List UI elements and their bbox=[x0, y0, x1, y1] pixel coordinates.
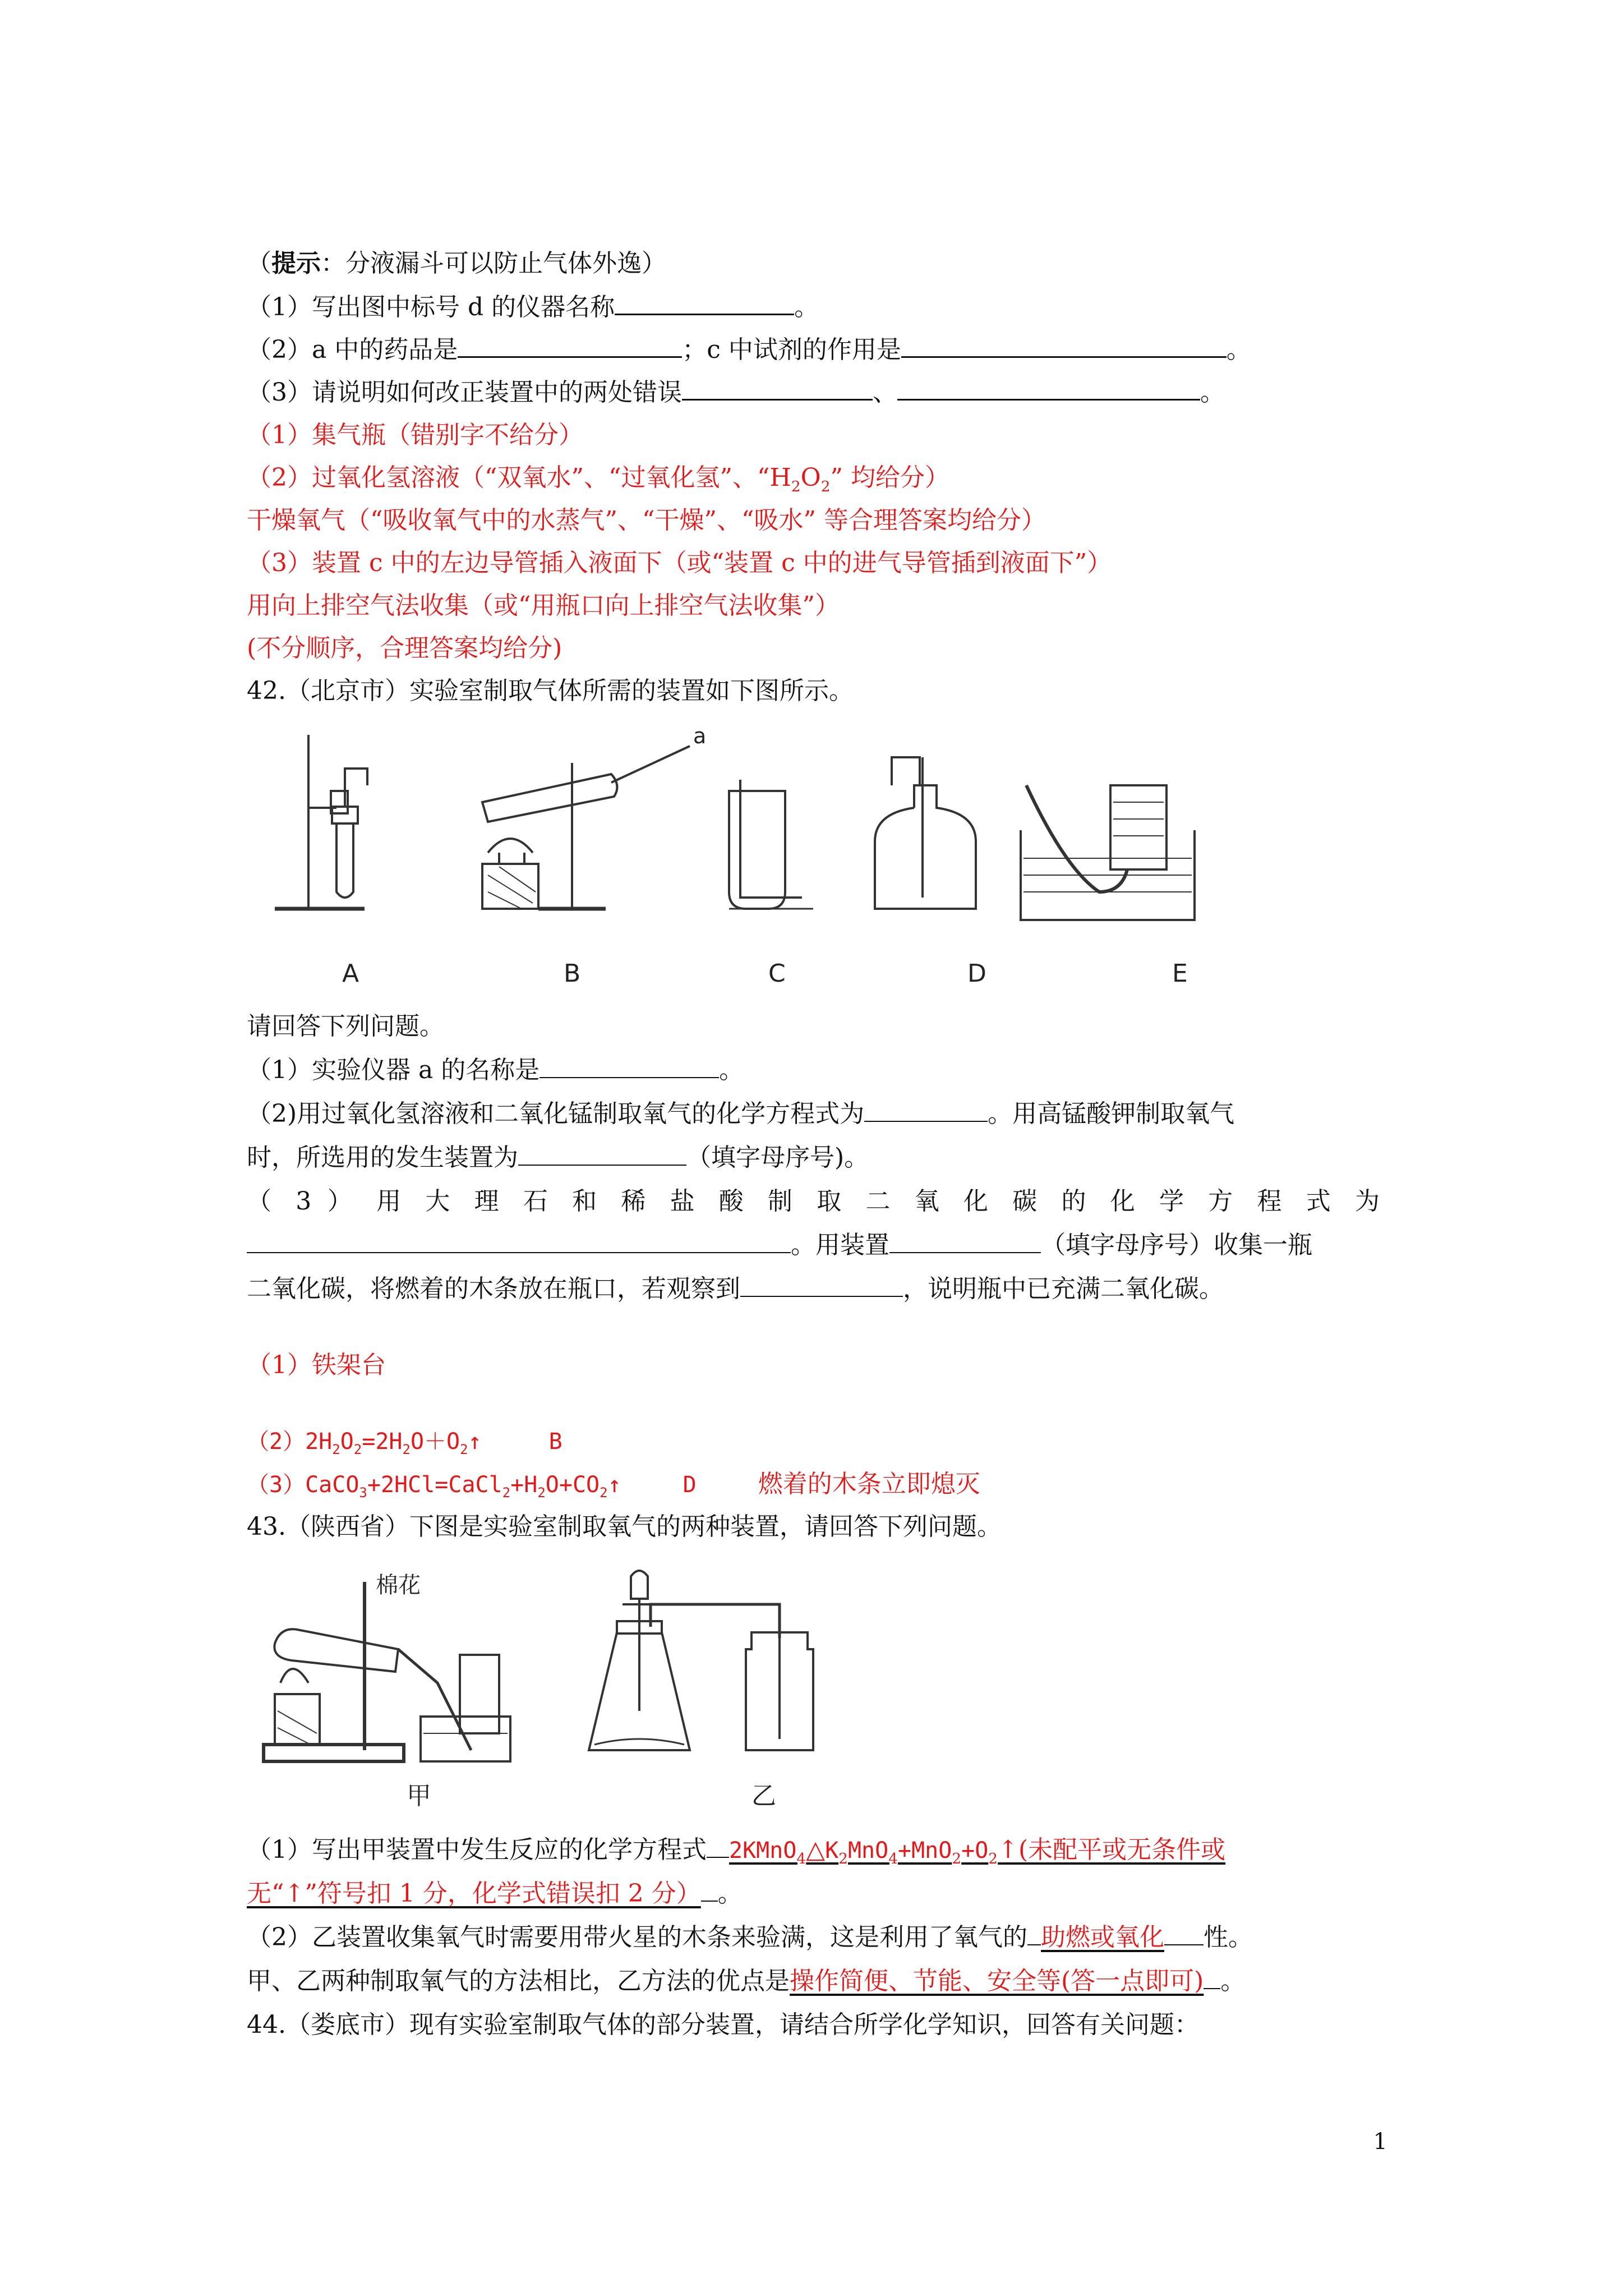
subscript: 2 bbox=[332, 1442, 340, 1457]
q43-answer-note: 无“↑”符号扣 1 分，化学式错误扣 2 分） bbox=[247, 1879, 701, 1908]
a42-answer-B: B bbox=[548, 1429, 562, 1455]
a41-line-2 bbox=[247, 461, 949, 504]
subscript: 2 bbox=[988, 1849, 998, 1867]
answer-blank bbox=[740, 1273, 903, 1297]
q43-l4-end: 。 bbox=[1220, 1967, 1246, 1995]
gas-bottle-C bbox=[729, 791, 785, 909]
alcohol-lamp bbox=[275, 1694, 320, 1745]
figure-label-B: B bbox=[564, 959, 581, 988]
q41-line-2 bbox=[247, 333, 1251, 367]
q43-apparatus-figure bbox=[258, 1565, 931, 1823]
answer-blank bbox=[458, 334, 682, 358]
apparatus-drawing bbox=[247, 724, 1256, 993]
q42-l3-text: 时，所选用的发生装置为 bbox=[247, 1143, 518, 1172]
lamp-neck bbox=[499, 853, 524, 864]
q41-l3-mid: 、 bbox=[873, 378, 897, 407]
a42-answer-observation: 燃着的木条立即熄灭 bbox=[758, 1470, 980, 1498]
separatory-funnel bbox=[631, 1571, 648, 1599]
q41-l1-end: 。 bbox=[794, 293, 819, 321]
figure-label-A: A bbox=[342, 959, 359, 988]
q41-l2-end: 。 bbox=[1226, 335, 1251, 364]
q43-answer-advantage: 操作简便、节能、安全等(答一点即可) bbox=[790, 1967, 1204, 1995]
q42-line-5 bbox=[247, 1228, 1312, 1262]
a41-a2-text: （2）过氧化氢溶液（“双氧水”、“过氧化氢”、“H bbox=[247, 463, 791, 492]
delivery-tube-E bbox=[1026, 785, 1127, 892]
pointer-line bbox=[611, 746, 690, 783]
q42-prompt: 请回答下列问题。 bbox=[247, 1012, 444, 1041]
q42-title: 42.（北京市）实验室制取气体所需的装置如下图所示。 bbox=[247, 677, 854, 705]
a42-line-1: （1）铁架台 bbox=[247, 1351, 386, 1379]
subscript: 2 bbox=[537, 1485, 546, 1501]
figure-label-D: D bbox=[967, 959, 986, 988]
eq-part: （3）CaCO bbox=[247, 1472, 359, 1498]
subscript: 4 bbox=[888, 1849, 898, 1867]
q43-line-4 bbox=[247, 1964, 1245, 1998]
eq-part: +2HCl=CaCl bbox=[367, 1472, 502, 1498]
delivery-tube-D bbox=[892, 757, 920, 785]
inverted-bottle bbox=[1110, 785, 1166, 869]
subscript: 2 bbox=[952, 1849, 962, 1867]
flame bbox=[280, 1669, 308, 1683]
q42-l4-text: （ 3 ） 用 大 理 石 和 稀 盐 酸 制 取 二 氧 化 碳 的 化 学 方 程 式 为 bbox=[247, 1187, 1380, 1216]
q41-line-1 bbox=[247, 291, 819, 324]
gas-bottle bbox=[460, 1655, 499, 1733]
q43-l1-text: （1）写出甲装置中发生反应的化学方程式 bbox=[247, 1835, 707, 1864]
figure-label-E: E bbox=[1172, 959, 1188, 988]
tilted-test-tube bbox=[274, 1629, 398, 1672]
eq-part: +MnO bbox=[898, 1838, 952, 1864]
eq-part: +H bbox=[510, 1472, 538, 1498]
q41-l2-text: （2）a 中的药品是 bbox=[247, 335, 458, 364]
apparatus-drawing bbox=[258, 1565, 931, 1823]
eq-part: K bbox=[825, 1838, 839, 1864]
a41-line-1: （1）集气瓶（错别字不给分） bbox=[247, 421, 583, 449]
answer-blank bbox=[864, 1098, 988, 1122]
q42-line-2 bbox=[247, 1097, 1234, 1131]
subscript: 2 bbox=[820, 477, 831, 495]
subscript: 2 bbox=[460, 1442, 468, 1457]
q43-line-3 bbox=[247, 1921, 1253, 1954]
figure-label-yi: 乙 bbox=[751, 1782, 776, 1810]
q41-l2-mid: ；c 中试剂的作用是 bbox=[682, 335, 901, 364]
q43-line-2 bbox=[247, 1877, 743, 1911]
q44-title: 44.（娄底市）现有实验室制取气体的部分装置，请结合所学化学知识，回答有关问题： bbox=[247, 2010, 1199, 2039]
a41-line-6: (不分顺序，合理答案均给分) bbox=[247, 634, 562, 662]
tip-bold: 提示 bbox=[271, 249, 321, 278]
subscript: 2 bbox=[502, 1485, 511, 1501]
gas-bottle-D bbox=[875, 785, 976, 909]
q41-l3-end: 。 bbox=[1200, 378, 1225, 407]
a41-line-4: （3）装置 c 中的左边导管插入液面下（或“装置 c 中的进气导管插到液面下”） bbox=[247, 549, 1112, 577]
q42-l1-end: 。 bbox=[719, 1056, 744, 1084]
q43-l4-text: 甲、乙两种制取氧气的方法相比，乙方法的优点是 bbox=[247, 1967, 790, 1995]
tilted-test-tube bbox=[482, 774, 617, 822]
answer-blank bbox=[518, 1142, 686, 1166]
q42-l6-end: ，说明瓶中已充满二氧化碳。 bbox=[903, 1274, 1224, 1303]
subscript: 2 bbox=[353, 1442, 362, 1457]
delivery-tube-C bbox=[740, 780, 802, 898]
figure-label-jia: 甲 bbox=[407, 1782, 431, 1810]
q42-l6-text: 二氧化碳，将燃着的木条放在瓶口，若观察到 bbox=[247, 1274, 740, 1303]
a42-answer-D: D bbox=[683, 1472, 697, 1498]
q42-line-3 bbox=[247, 1141, 869, 1175]
subscript: 2 bbox=[838, 1849, 848, 1867]
q42-l2-end: 。用高锰酸钾制取氧气 bbox=[988, 1099, 1235, 1128]
q42-apparatus-figure bbox=[247, 724, 1256, 993]
subscript: 4 bbox=[796, 1849, 806, 1867]
a42-line-2 bbox=[247, 1425, 562, 1466]
eq-part: 2KMnO bbox=[729, 1838, 797, 1864]
a41-line-5: 用向上排空气法收集（或“用瓶口向上排空气法收集”） bbox=[247, 591, 840, 620]
heat-symbol: △ bbox=[806, 1835, 826, 1864]
tip-prefix: （ bbox=[247, 249, 271, 278]
eq-part: O bbox=[340, 1429, 354, 1455]
q42-line-1 bbox=[247, 1053, 744, 1087]
q42-line-4 bbox=[247, 1185, 1380, 1218]
eq-part: O＋O bbox=[410, 1429, 460, 1455]
eq-part: O+CO bbox=[545, 1472, 600, 1498]
tip-line bbox=[247, 247, 666, 280]
q42-l5-end: （填字母序号）收集一瓶 bbox=[1041, 1231, 1312, 1259]
q43-answer-property: 助燃或氧化 bbox=[1041, 1923, 1164, 1952]
q41-l3-text: （3）请说明如何改正装置中的两处错误 bbox=[247, 378, 682, 407]
q42-l1-text: （1）实验仪器 a 的名称是 bbox=[247, 1056, 540, 1084]
cotton-label: 棉花 bbox=[376, 1572, 421, 1598]
answer-blank bbox=[247, 1230, 791, 1253]
figure-label-C: C bbox=[768, 959, 786, 988]
subscript: 2 bbox=[600, 1485, 608, 1501]
eq-part: =2H bbox=[362, 1429, 403, 1455]
q41-line-3 bbox=[247, 376, 1225, 409]
eq-part: ↑ bbox=[607, 1472, 621, 1498]
answer-blank bbox=[889, 1230, 1041, 1253]
eq-part: MnO bbox=[847, 1838, 889, 1864]
tip-text: ：分液漏斗可以防止气体外逸） bbox=[321, 249, 666, 278]
stand-base bbox=[264, 1745, 404, 1761]
page-number: 1 bbox=[1373, 2129, 1387, 2155]
q42-l2-text: （2)用过氧化氢溶液和二氧化锰制取氧气的化学方程式为 bbox=[247, 1099, 865, 1128]
eq-part: （2）2H bbox=[247, 1429, 333, 1455]
eq-part: ↑(未配平或无条件或 bbox=[998, 1835, 1226, 1864]
q43-line-1 bbox=[247, 1833, 1225, 1876]
q43-l3-text: （2）乙装置收集氧气时需要用带火星的木条来验满，这是利用了氧气的 bbox=[247, 1923, 1027, 1952]
answer-blank bbox=[682, 376, 873, 401]
q41-l1-text: （1）写出图中标号 d 的仪器名称 bbox=[247, 293, 615, 321]
q43-l3-end: 性。 bbox=[1204, 1923, 1253, 1952]
answer-blank bbox=[901, 334, 1227, 358]
answer-blank bbox=[540, 1055, 719, 1078]
a41-a2-mid: O bbox=[800, 463, 821, 492]
eq-part: +O bbox=[961, 1838, 989, 1864]
eq-part: ↑ bbox=[468, 1429, 482, 1455]
q42-l5-mid: 。用装置 bbox=[791, 1231, 889, 1259]
a42-line-3 bbox=[247, 1467, 980, 1510]
subscript: 3 bbox=[359, 1485, 367, 1501]
answer-blank bbox=[897, 376, 1200, 401]
q43-title: 43.（陕西省）下图是实验室制取氧气的两种装置，请回答下列问题。 bbox=[247, 1512, 1002, 1541]
a41-a2-end: ” 均给分） bbox=[830, 463, 949, 492]
stopper bbox=[332, 807, 358, 823]
flame bbox=[488, 839, 533, 853]
q42-line-6 bbox=[247, 1272, 1224, 1306]
figure-label-a: a bbox=[693, 724, 707, 748]
q43-l2-end: 。 bbox=[717, 1879, 743, 1908]
a41-line-3: 干燥氧气（“吸收氧气中的水蒸气”、“干燥”、“吸水” 等合理答案均给分） bbox=[247, 506, 1046, 535]
test-tube bbox=[336, 825, 353, 898]
subscript: 2 bbox=[402, 1442, 411, 1457]
subscript: 2 bbox=[791, 477, 801, 495]
q43-answer-equation bbox=[729, 1835, 1226, 1867]
q42-l3-end: （填字母序号)。 bbox=[686, 1143, 869, 1172]
answer-blank bbox=[615, 291, 794, 315]
